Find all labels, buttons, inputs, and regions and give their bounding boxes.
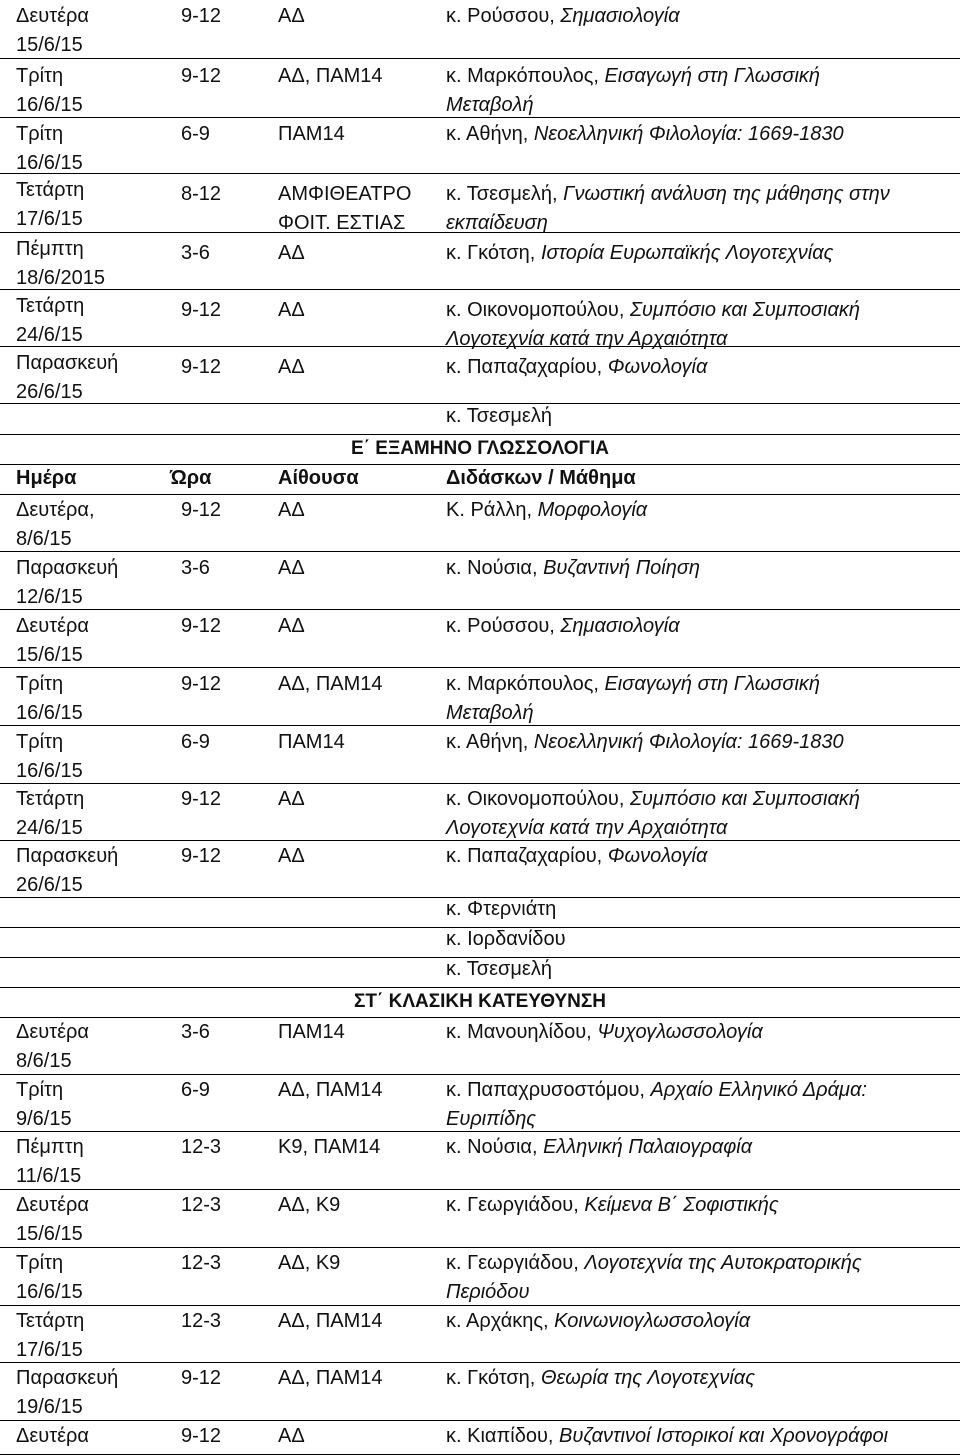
course-cell (446, 496, 647, 525)
day-name: Δευτέρα (16, 1425, 89, 1447)
tutor-name: κ. Οικονομοπούλου, (446, 788, 625, 810)
day-name: Τετάρτη (16, 788, 85, 810)
table-row (0, 118, 960, 174)
extra-tutor-row (0, 404, 960, 435)
header-day: Ημέρα (16, 467, 77, 489)
day-date: 15/6/15 (16, 1222, 83, 1245)
table-row (0, 1247, 960, 1306)
room-cell (278, 62, 383, 91)
course-cell (446, 842, 707, 871)
day-cell (16, 292, 84, 349)
course-title: Ελληνική Παλαιογραφία (543, 1136, 753, 1158)
day-name: Δευτέρα (16, 1021, 89, 1043)
day-cell (16, 1018, 89, 1075)
course-cell (446, 1249, 862, 1306)
day-name: Τρίτη (16, 123, 64, 145)
day-name: Δευτέρα (16, 615, 89, 637)
time-cell: 9-12 (181, 1425, 222, 1447)
room-name: ΑΔ (278, 356, 305, 378)
tutor-name: κ. Μαρκόπουλος, (446, 65, 599, 87)
time-cell: 6-9 (181, 123, 210, 145)
room-name: ΑΜΦΙΘΕΑΤΡΟ (278, 183, 412, 205)
course-title-line2: Λογοτεχνία κατά την Αρχαιότητα (446, 816, 728, 839)
day-name: Πέμπτη (16, 1136, 84, 1158)
day-cell (16, 785, 84, 842)
tutor-name: κ. Οικονομοπούλου, (446, 299, 625, 321)
day-date: 17/6/15 (16, 207, 83, 230)
time-cell: 12-3 (181, 1252, 222, 1274)
table-row (0, 60, 960, 118)
table-row (0, 552, 960, 610)
tutor-name: κ. Γκότση, (446, 242, 536, 264)
extra-tutor-row (0, 927, 960, 958)
course-title: Λογοτεχνία της Αυτοκρατορικής (584, 1252, 862, 1274)
course-cell (446, 353, 707, 382)
room-cell (278, 612, 305, 641)
time-cell: 9-12 (181, 5, 222, 27)
room-name: ΑΔ, ΠΑΜ14 (278, 673, 383, 695)
course-cell (446, 728, 844, 757)
day-name: Παρασκευή (16, 1367, 119, 1389)
time-cell: 12-3 (181, 1194, 222, 1216)
room-name: ΑΔ (278, 1425, 305, 1447)
room-name: ΑΔ (278, 615, 305, 637)
day-name: Παρασκευή (16, 557, 119, 579)
day-name: Τετάρτη (16, 295, 85, 317)
course-title: Νεοελληνική Φιλολογία: 1669-1830 (533, 123, 844, 145)
day-cell (16, 1422, 89, 1451)
tutor-name: κ. Κιαπίδου, (446, 1425, 554, 1447)
time-cell: 9-12 (181, 673, 222, 695)
room-cell (278, 180, 411, 237)
course-cell (446, 612, 680, 641)
tutor-name: κ. Γεωργιάδου, (446, 1252, 579, 1274)
table-row (0, 1016, 960, 1075)
course-title: Φωνολογία (607, 845, 708, 867)
day-cell (16, 1249, 83, 1306)
day-date: 16/6/15 (16, 151, 83, 174)
room-cell (278, 1249, 340, 1278)
course-title: Ψυχογλωσσολογία (597, 1021, 763, 1043)
header-time: Ώρα (170, 467, 212, 489)
course-title: Βυζαντινοί Ιστορικοί και Χρονογράφοι (559, 1425, 889, 1447)
day-name: Τετάρτη (16, 1310, 85, 1332)
day-date: 15/6/15 (16, 33, 83, 56)
day-name: Πέμπτη (16, 238, 84, 260)
table-row (0, 233, 960, 290)
day-cell (16, 2, 89, 59)
day-cell (16, 120, 83, 177)
day-cell (16, 670, 83, 727)
day-name: Τετάρτη (16, 179, 85, 201)
tutor-name: κ. Μανουηλίδου, (446, 1021, 592, 1043)
day-cell (16, 728, 83, 785)
tutor-name: κ. Νούσια, (446, 557, 538, 579)
course-title-line2: Λογοτεχνία κατά την Αρχαιότητα (446, 327, 728, 350)
course-cell (446, 1191, 779, 1220)
course-title: Κοινωνιογλωσσολογία (554, 1310, 751, 1332)
time-cell: 3-6 (181, 242, 210, 264)
course-title: Σημασιολογία (560, 615, 680, 637)
extra-tutor-row (0, 897, 960, 928)
time-cell: 9-12 (181, 499, 222, 521)
course-title: Ιστορία Ευρωπαϊκής Λογοτεχνίας (540, 242, 834, 264)
day-cell (16, 62, 83, 119)
day-cell (16, 1133, 84, 1190)
room-name: ΑΔ (278, 499, 305, 521)
course-cell (446, 62, 820, 119)
tutor-name: κ. Αθήνη, (446, 123, 529, 145)
course-cell (446, 296, 860, 353)
day-cell (16, 842, 118, 899)
room-name: ΑΔ (278, 788, 305, 810)
day-name: Τρίτη (16, 1252, 64, 1274)
table-header-row (0, 464, 960, 495)
extra-tutor-name: κ. Τσεσμελή (446, 405, 552, 427)
room-cell (278, 1364, 383, 1393)
course-title: Εισαγωγή στη Γλωσσική (604, 65, 821, 87)
room-name: ΑΔ (278, 299, 305, 321)
room-name: Κ9, ΠΑΜ14 (278, 1136, 381, 1158)
table-row (0, 174, 960, 233)
day-date: 15/6/15 (16, 643, 83, 666)
day-cell (16, 1307, 84, 1364)
day-date: 17/6/15 (16, 1338, 83, 1361)
day-cell (16, 349, 118, 406)
table-row (0, 347, 960, 404)
day-name: Δευτέρα, (16, 499, 95, 521)
table-row (0, 290, 960, 350)
tutor-name: κ. Παπαζαχαρίου, (446, 356, 603, 378)
room-cell (278, 785, 305, 814)
time-cell: 6-9 (181, 731, 210, 753)
course-cell (446, 554, 700, 583)
room-cell (278, 1422, 305, 1451)
day-name: Τρίτη (16, 731, 64, 753)
day-date: 9/6/15 (16, 1107, 72, 1130)
time-cell: 6-9 (181, 1079, 210, 1101)
tutor-name: κ. Νούσια, (446, 1136, 538, 1158)
room-cell (278, 1076, 383, 1105)
room-name: ΑΔ, ΠΑΜ14 (278, 65, 383, 87)
course-title: Αρχαίο Ελληνικό Δράμα: (650, 1079, 867, 1101)
day-name: Δευτέρα (16, 5, 89, 27)
day-name: Δευτέρα (16, 1194, 89, 1216)
course-title-line2: Μεταβολή (446, 93, 534, 116)
table-row (0, 0, 960, 59)
table-row (0, 726, 960, 784)
day-date: 18/6/2015 (16, 266, 105, 289)
day-name: Παρασκευή (16, 845, 119, 867)
course-title-line2: εκπαίδευση (446, 211, 548, 234)
extra-tutor-name: κ. Τσεσμελή (446, 958, 552, 980)
time-cell: 8-12 (181, 183, 222, 205)
day-cell (16, 612, 89, 669)
table-row (0, 1420, 960, 1455)
course-title: Θεωρία της Λογοτεχνίας (540, 1367, 755, 1389)
tutor-name: κ. Παπαζαχαρίου, (446, 845, 603, 867)
room-name: ΠΑΜ14 (278, 1021, 345, 1043)
room-name: ΠΑΜ14 (278, 123, 345, 145)
course-title: Βυζαντινή Ποίηση (543, 557, 701, 579)
day-cell (16, 1076, 72, 1133)
time-cell: 3-6 (181, 557, 210, 579)
day-date: 16/6/15 (16, 701, 83, 724)
course-cell (446, 2, 680, 31)
day-cell (16, 235, 105, 292)
tutor-name: κ. Ρούσσου, (446, 615, 555, 637)
course-cell (446, 785, 860, 842)
room-name: ΑΔ (278, 557, 305, 579)
course-title: Γνωστική ανάλυση της μάθησης στην (563, 183, 890, 205)
extra-tutor-name: κ. Φτερνιάτη (446, 898, 557, 920)
day-cell (16, 176, 84, 233)
room-name: ΑΔ (278, 242, 305, 264)
day-date: 24/6/15 (16, 323, 83, 346)
course-cell (446, 239, 833, 268)
day-cell (16, 496, 95, 553)
course-title: Συμπόσιο και Συμποσιακή (629, 299, 860, 321)
table-row (0, 1189, 960, 1248)
course-cell (446, 670, 820, 727)
tutor-name: κ. Τσεσμελή, (446, 183, 558, 205)
table-row (0, 610, 960, 668)
day-name: Παρασκευή (16, 352, 119, 374)
course-title-line2: Περιόδου (446, 1280, 530, 1303)
time-cell: 9-12 (181, 788, 222, 810)
day-date: 8/6/15 (16, 1049, 72, 1072)
course-cell (446, 1422, 888, 1451)
section-heading: Ε΄ ΕΞΑΜΗΝΟ ΓΛΩΣΣΟΛΟΓΙΑ (0, 434, 960, 465)
room-cell (278, 239, 305, 268)
day-name: Τρίτη (16, 673, 64, 695)
course-title-line2: Ευριπίδης (446, 1107, 537, 1130)
day-date: 12/6/15 (16, 585, 83, 608)
course-cell (446, 1307, 750, 1336)
time-cell: 9-12 (181, 845, 222, 867)
room-name: ΑΔ, Κ9 (278, 1194, 341, 1216)
room-cell (278, 1191, 340, 1220)
time-cell: 9-12 (181, 1367, 222, 1389)
course-cell (446, 180, 890, 237)
room-cell (278, 1307, 383, 1336)
extra-tutor-row (0, 957, 960, 988)
time-cell: 12-3 (181, 1310, 222, 1332)
day-date: 26/6/15 (16, 380, 83, 403)
table-row (0, 783, 960, 841)
course-title: Νεοελληνική Φιλολογία: 1669-1830 (533, 731, 844, 753)
room-cell (278, 1133, 380, 1162)
day-cell (16, 1364, 118, 1421)
table-row (0, 1305, 960, 1363)
table-row (0, 840, 960, 898)
room-name: ΑΔ (278, 845, 305, 867)
time-cell: 9-12 (181, 615, 222, 637)
course-title-line2: Μεταβολή (446, 701, 534, 724)
tutor-name: κ. Γεωργιάδου, (446, 1194, 579, 1216)
tutor-name: Κ. Ράλλη, (446, 499, 533, 521)
day-date: 16/6/15 (16, 759, 83, 782)
room-name: ΠΑΜ14 (278, 731, 345, 753)
room-cell (278, 842, 305, 871)
header-course: Διδάσκων / Μάθημα (446, 467, 636, 489)
course-cell (446, 120, 844, 149)
tutor-name: κ. Ρούσσου, (446, 5, 555, 27)
room-cell (278, 296, 305, 325)
table-row (0, 1362, 960, 1421)
table-row (0, 1131, 960, 1190)
day-cell (16, 1191, 89, 1248)
tutor-name: κ. Αρχάκης, (446, 1310, 549, 1332)
day-cell (16, 554, 118, 611)
room-cell (278, 120, 345, 149)
time-cell: 9-12 (181, 356, 222, 378)
day-date: 16/6/15 (16, 1280, 83, 1303)
time-cell: 9-12 (181, 299, 222, 321)
room-name: ΑΔ, ΠΑΜ14 (278, 1310, 383, 1332)
table-row (0, 668, 960, 726)
course-title: Φωνολογία (607, 356, 708, 378)
course-title: Μορφολογία (537, 499, 648, 521)
course-title: Εισαγωγή στη Γλωσσική (604, 673, 821, 695)
day-name: Τρίτη (16, 65, 64, 87)
tutor-name: κ. Αθήνη, (446, 731, 529, 753)
section-heading: ΣΤ΄ ΚΛΑΣΙΚΗ ΚΑΤΕΥΘΥΝΣΗ (0, 987, 960, 1018)
course-cell (446, 1364, 755, 1393)
tutor-name: κ. Παπαχρυσοστόμου, (446, 1079, 645, 1101)
room-cell (278, 353, 305, 382)
day-date: 16/6/15 (16, 93, 83, 116)
day-date: 26/6/15 (16, 873, 83, 896)
tutor-name: κ. Γκότση, (446, 1367, 536, 1389)
table-row (0, 1074, 960, 1132)
day-date: 24/6/15 (16, 816, 83, 839)
day-date: 8/6/15 (16, 527, 72, 550)
time-cell: 3-6 (181, 1021, 210, 1043)
header-room: Αίθουσα (278, 467, 359, 489)
course-cell (446, 1018, 763, 1047)
day-name: Τρίτη (16, 1079, 64, 1101)
day-date: 11/6/15 (16, 1164, 82, 1187)
course-title: Σημασιολογία (560, 5, 680, 27)
room-cell (278, 554, 305, 583)
room-cell (278, 728, 345, 757)
room-name-line2: ΦΟΙΤ. ΕΣΤΙΑΣ (278, 211, 406, 234)
room-name: ΑΔ, ΠΑΜ14 (278, 1079, 383, 1101)
room-name: ΑΔ (278, 5, 305, 27)
time-cell: 12-3 (181, 1136, 222, 1158)
room-cell (278, 496, 305, 525)
room-name: ΑΔ, ΠΑΜ14 (278, 1367, 383, 1389)
course-cell (446, 1076, 867, 1133)
room-cell (278, 1018, 345, 1047)
course-title: Συμπόσιο και Συμποσιακή (629, 788, 860, 810)
time-cell: 9-12 (181, 65, 222, 87)
extra-tutor-name: κ. Ιορδανίδου (446, 928, 566, 950)
room-cell (278, 2, 305, 31)
room-name: ΑΔ, Κ9 (278, 1252, 341, 1274)
day-date: 19/6/15 (16, 1395, 83, 1418)
course-cell (446, 1133, 752, 1162)
room-cell (278, 670, 383, 699)
course-title: Κείμενα Β΄ Σοφιστικής (584, 1194, 779, 1216)
table-row (0, 494, 960, 552)
tutor-name: κ. Μαρκόπουλος, (446, 673, 599, 695)
